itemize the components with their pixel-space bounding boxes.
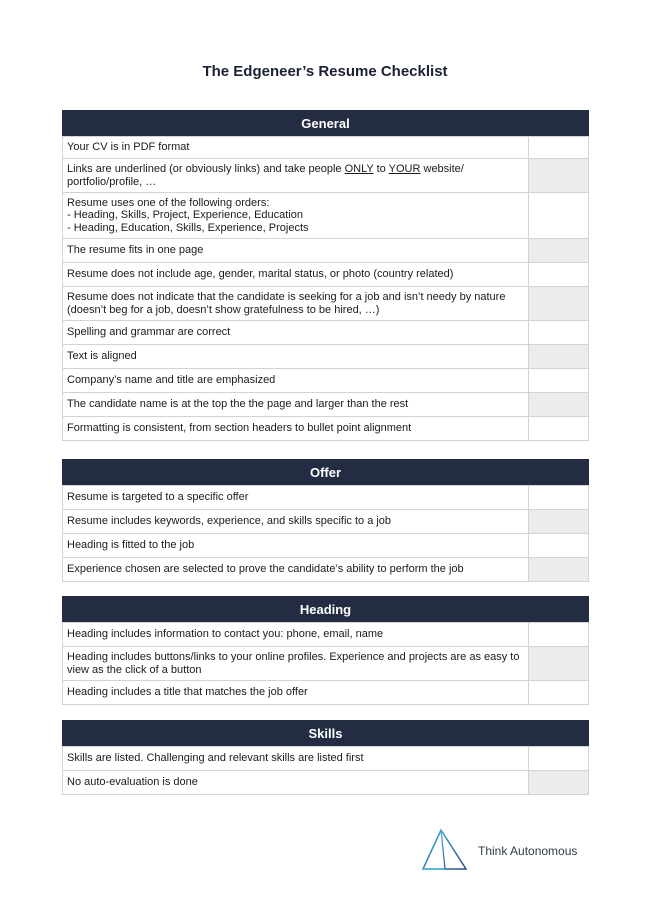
checkbox-cell[interactable]: [529, 137, 589, 159]
checklist-item-text: Resume does not include age, gender, marital status, or photo (country related): [63, 263, 529, 287]
section-header: Skills: [62, 720, 589, 746]
checklist-row: [63, 239, 589, 263]
checklist-row: [63, 486, 589, 510]
triangle-logo-icon: [419, 827, 469, 873]
checkbox-cell[interactable]: [529, 771, 589, 795]
item-text-part: to: [373, 163, 389, 175]
checkbox-cell[interactable]: [529, 486, 589, 510]
checkbox-cell[interactable]: [529, 193, 589, 239]
checkbox-cell[interactable]: [529, 510, 589, 534]
section-header: Offer: [62, 459, 589, 485]
checklist-item-text: Spelling and grammar are correct: [63, 321, 529, 345]
document-title: The Edgeneer’s Resume Checklist: [202, 63, 448, 80]
checklist-row: [63, 393, 589, 417]
checklist-row: [63, 287, 589, 321]
checkbox-cell[interactable]: [529, 647, 589, 681]
section-heading: [62, 596, 589, 705]
underlined-text: YOUR: [388, 163, 421, 175]
checklist-item-text: Resume does not indicate that the candidate is seeking for a job and isn’t needy by nature (doesn’t beg for a job, doesn’t show gratefulness to be hired, …): [63, 287, 529, 321]
checklist-row: [63, 558, 589, 582]
checklist-item-text: Heading includes buttons/links to your online profiles. Experience and projects are as easy to view as the click of a button: [63, 647, 529, 681]
section-header: Heading: [62, 596, 589, 622]
checklist-item-text: Heading includes a title that matches the job offer: [63, 681, 529, 705]
checklist-row: [63, 263, 589, 287]
checkbox-cell[interactable]: [529, 393, 589, 417]
checkbox-cell[interactable]: [529, 345, 589, 369]
checklist-item-text: Skills are listed. Challenging and relevant skills are listed first: [63, 747, 529, 771]
checklist-item-text: Heading is fitted to the job: [63, 534, 529, 558]
checklist-row: [63, 193, 589, 239]
checkbox-cell[interactable]: [529, 747, 589, 771]
section-general: [62, 110, 589, 441]
checklist-table: [62, 485, 589, 582]
checklist-item-text: Experience chosen are selected to prove the candidate’s ability to perform the job: [63, 558, 529, 582]
checkbox-cell[interactable]: [529, 369, 589, 393]
think-autonomous-logo: [419, 827, 591, 873]
checklist-row: [63, 417, 589, 441]
checklist-item-text: Resume is targeted to a specific offer: [63, 486, 529, 510]
checklist-row: [63, 345, 589, 369]
checklist-row: [63, 534, 589, 558]
checklist-item-text: The resume fits in one page: [63, 239, 529, 263]
section-header: General: [62, 110, 589, 136]
checkbox-cell[interactable]: [529, 321, 589, 345]
checklist-row: [63, 681, 589, 705]
checkbox-cell[interactable]: [529, 417, 589, 441]
item-text-part: website/ portfolio/profile, …: [67, 163, 464, 188]
checklist-row: [63, 647, 589, 681]
checklist-table: [62, 622, 589, 705]
checkbox-cell[interactable]: [529, 534, 589, 558]
item-text-part: Links are underlined (or obviously links) and take people: [67, 163, 345, 175]
checklist-item-text: The candidate name is at the top the the page and larger than the rest: [63, 393, 529, 417]
checkbox-cell[interactable]: [529, 239, 589, 263]
checkbox-cell[interactable]: [529, 558, 589, 582]
checklist-item-text: Formatting is consistent, from section headers to bullet point alignment: [63, 417, 529, 441]
checklist-table: [62, 136, 589, 441]
checklist-table: [62, 746, 589, 795]
checklist-item-text: [63, 159, 529, 193]
checklist-row: [63, 369, 589, 393]
checklist-row: [63, 510, 589, 534]
section-skills: [62, 720, 589, 795]
checkbox-cell[interactable]: [529, 623, 589, 647]
checkbox-cell[interactable]: [529, 159, 589, 193]
checklist-row: [63, 321, 589, 345]
checkbox-cell[interactable]: [529, 263, 589, 287]
checklist-item-text: Heading includes information to contact you: phone, email, name: [63, 623, 529, 647]
checklist-row: [63, 623, 589, 647]
checklist-item-text: Your CV is in PDF format: [63, 137, 529, 159]
checklist-item-text: Resume includes keywords, experience, and skills specific to a job: [63, 510, 529, 534]
checklist-row: [63, 159, 589, 193]
checklist-item-text: Text is aligned: [63, 345, 529, 369]
section-offer: [62, 459, 589, 582]
checklist-item-text: Company’s name and title are emphasized: [63, 369, 529, 393]
checklist-row: [63, 771, 589, 795]
underlined-text: ONLY: [344, 163, 374, 175]
checklist-item-text: No auto-evaluation is done: [63, 771, 529, 795]
checklist-item-text: Resume uses one of the following orders: - Heading, Skills, Project, Experience, Education - Heading, Education, Skills, Experience, Projects: [63, 193, 529, 239]
checkbox-cell[interactable]: [529, 287, 589, 321]
checkbox-cell[interactable]: [529, 681, 589, 705]
checklist-row: [63, 137, 589, 159]
logo-text: Think Autonomous: [478, 844, 578, 858]
checklist-row: [63, 747, 589, 771]
